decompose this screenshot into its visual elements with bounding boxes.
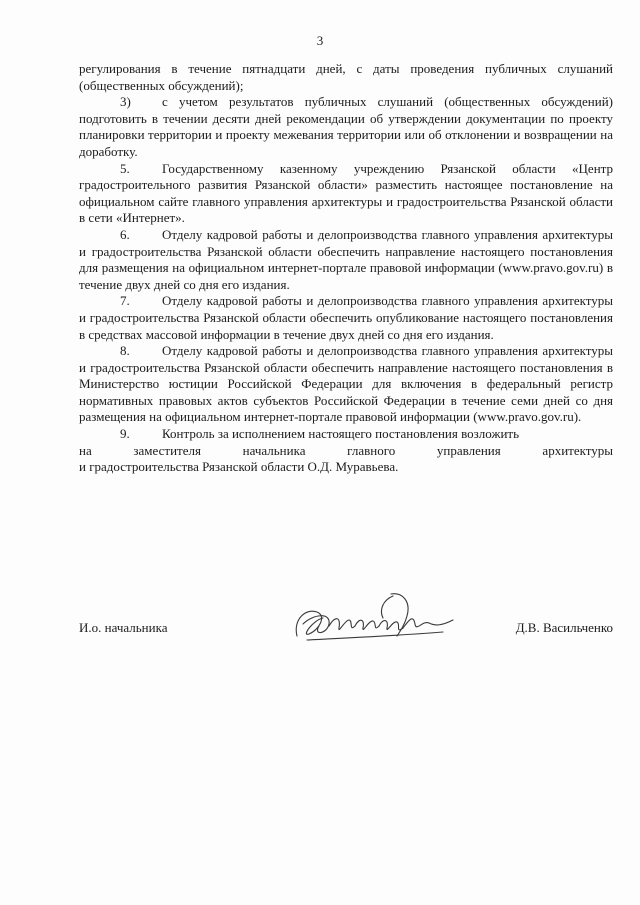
- paragraph-9: [79, 426, 613, 476]
- page-number: 3: [316, 33, 324, 48]
- paragraph-continuation: регулирования в течение пятнадцати дней, с даты проведения публичных слушаний (общественных обсуждений);: [79, 61, 613, 93]
- paragraph-text: Отделу кадровой работы и делопроизводства главного управления архитектуры и градостроительства Рязанской области обеспечить направление настоящего постановления в Министерство юстиции Российской Федерации для включения в федеральный регистр нормативных правовых актов субъектов Российской Федерации в течение семи дней со дня размещения на официальном интернет-портале правовой информации (www.pravo.gov.ru).: [79, 343, 613, 425]
- word: на: [79, 442, 92, 458]
- paragraph-text: Отделу кадровой работы и делопроизводства главного управления архитектуры и градостроительства Рязанской области обеспечить направление настоящего постановления для размещения на официальном интернет-портале правовой информации (www.pravo.gov.ru) в течение двух дней со дня его издания.: [79, 226, 613, 292]
- paragraph-5: [79, 161, 613, 227]
- paragraph-text: с учетом результатов публичных слушаний (общественных обсуждений) подготовить в течении десяти дней рекомендации об утверждении документации по проекту планировки территории и проекту межевания территории или об отклонении и возвращении на доработку.: [79, 94, 613, 159]
- word: главного: [347, 442, 396, 458]
- paragraph-number: 6.: [120, 226, 130, 242]
- word: начальника: [242, 442, 306, 458]
- paragraph-number: 3): [120, 94, 131, 110]
- paragraph-text: Отделу кадровой работы и делопроизводства главного управления архитектуры и градостроительства Рязанской области обеспечить опубликование настоящего постановления в средствах массовой информации в течение двух дней со дня его издания.: [79, 293, 613, 342]
- paragraph-6: [79, 227, 613, 293]
- paragraph-9-line-3: и градостроительства Рязанской области О.Д. Муравьева.: [79, 459, 399, 475]
- signatory-title: И.о. начальника: [79, 620, 168, 635]
- paragraph-text: Государственному казенному учреждению Рязанской области «Центр градостроительного развития Рязанской области» разместить настоящее постановление на официальном сайте главного управления архитектуры и градостроительства Рязанской области в сети «Интернет».: [79, 160, 613, 226]
- paragraph-text: Контроль за исполнением настоящего постановления возложить: [162, 426, 520, 442]
- paragraph-7: [79, 293, 613, 343]
- paragraph-8: [79, 343, 613, 426]
- paragraph-number: 8.: [120, 343, 130, 359]
- signatory-name: Д.В. Васильченко: [515, 620, 613, 635]
- paragraph-number: 9.: [120, 426, 130, 442]
- document-body: [79, 61, 613, 476]
- paragraph-number: 5.: [120, 160, 130, 176]
- word: управления: [436, 442, 501, 458]
- word: заместителя: [133, 442, 201, 458]
- word: архитектуры: [542, 442, 613, 458]
- paragraph-9-line-2: [79, 443, 613, 460]
- signature-block: [79, 612, 613, 652]
- paragraph-3: [79, 94, 613, 160]
- paragraph-9-line-1: [79, 426, 613, 443]
- paragraph-number: 7.: [120, 293, 130, 309]
- handwritten-signature: [283, 590, 463, 650]
